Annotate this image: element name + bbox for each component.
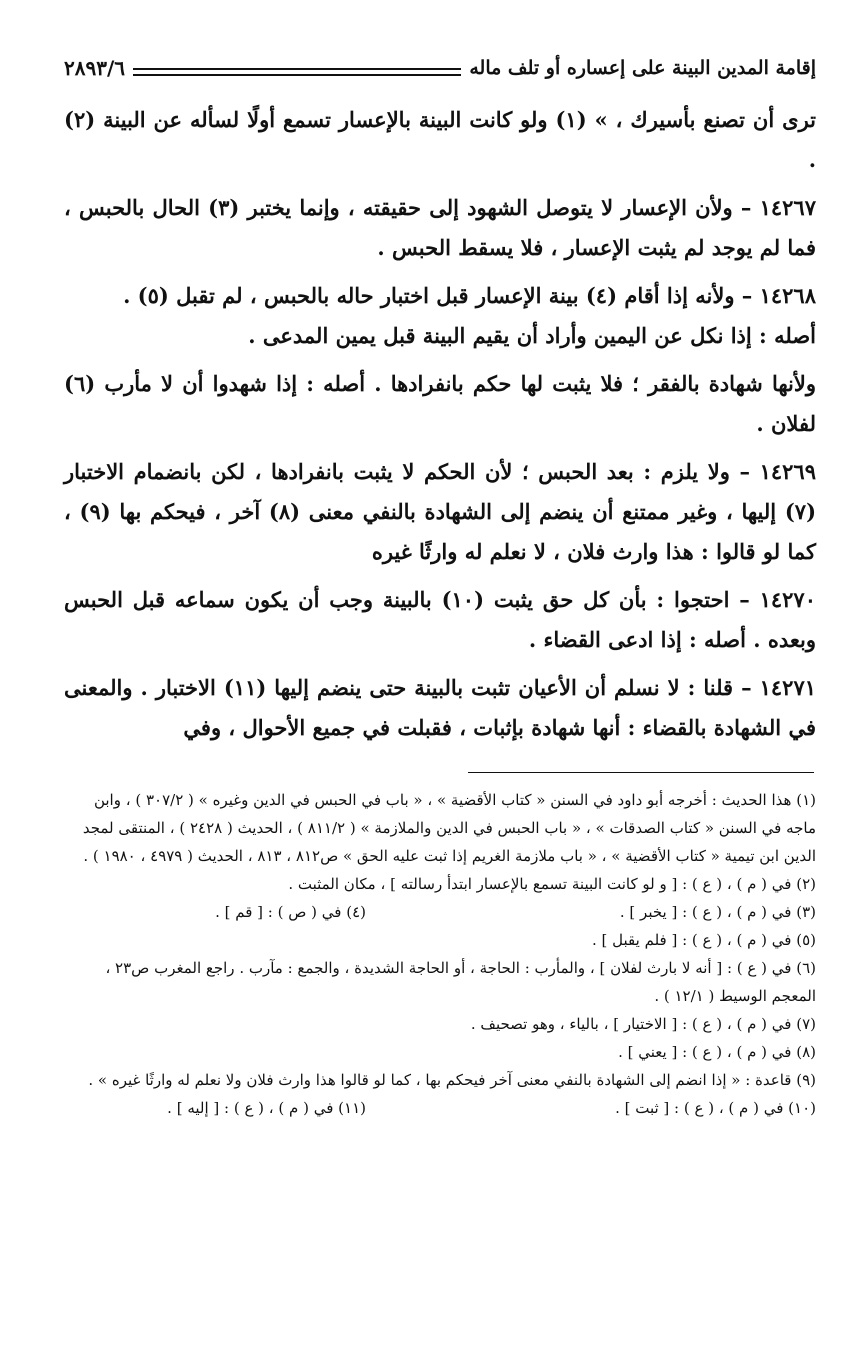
paragraph-14267: ١٤٢٦٧ – ولأن الإعسار لا يتوصل الشهود إلى حقيقته ، وإنما يختبر (٣) الحال بالحبس ، فما لم يوجد لم يثبت الإعسار ، فلا يسقط الحبس . xyxy=(64,195,816,260)
paragraph-14270: ١٤٢٧٠ – احتجوا : بأن كل حق يثبت (١٠) بالبينة وجب أن يكون سماعه قبل الحبس وبعده . أصله : إذا ادعى القضاء . xyxy=(64,587,816,652)
footnote-9: (٩) قاعدة : « إذا انضم إلى الشهادة بالنفي معنى آخر فيحكم بها ، كما لو قالوا هذا وارث فلان ولا نعلم له وارثًا غيره » . xyxy=(88,1071,816,1089)
footnote-5: (٥) في ( م ) ، ( ع ) : [ فلم يقبل ] . xyxy=(592,931,816,949)
footnote-1: (١) هذا الحديث : أخرجه أبو داود في السنن « كتاب الأقضية » ، « باب في الحبس في الدين وغيره » ( ٣٠٧/٢ ) ، وابن ماجه في السنن « كتاب الصدقات » ، « باب الحبس في الدين والملازمة » ( ٨١١/٢ ) ، الحديث ( ٢٤٢٨ ) ، المنتقى لمجد الدين ابن تيمية « كتاب الأقضية » ، « باب ملازمة الغريم إذا ثبت عليه الحق » ص٨١٢ ، ٨١٣ ، الحديث ( ٤٩٧٩ ، ١٩٨٠ ) . xyxy=(82,791,816,865)
footnotes xyxy=(64,786,816,1122)
footnote-6: (٦) في ( ع ) : [ أنه لا بارث لفلان ] ، والمأرب : الحاجة ، أو الحاجة الشديدة ، والجمع : مآرب . راجع المغرب ص٢٣ ، المعجم الوسيط ( ١٢/١ ) . xyxy=(105,959,816,1005)
footnote-row xyxy=(64,898,816,926)
running-title: إقامة المدين البينة على إعساره أو تلف ماله xyxy=(469,57,816,79)
paragraph: ترى أن تصنع بأسيرك ، » (١) ولو كانت البينة بالإعسار تسمع أولًا لسأله عن البينة (٢) . xyxy=(64,107,816,172)
paragraph-14269: ١٤٢٦٩ – ولا يلزم : بعد الحبس ؛ لأن الحكم لا يثبت بانفرادها ، لكن بانضمام الاختبار (٧) إليها ، وغير ممتنع أن ينضم إلى الشهادة بالنفي معنى (٨) آخر ، فيحكم بها (٩) ، كما لو قالوا : هذا وارث فلان ، لا نعلم له وارثًا غيره xyxy=(64,459,816,564)
paragraph-14268: ١٤٢٦٨ – ولأنه إذا أقام (٤) بينة الإعسار قبل اختبار حاله بالحبس ، لم تقبل (٥) . xyxy=(123,283,816,308)
paragraph: ولأنها شهادة بالفقر ؛ فلا يثبت لها حكم بانفرادها . أصله : إذا شهدوا أن لا مأرب (٦) لفلان . xyxy=(64,371,816,436)
footnote-8: (٨) في ( م ) ، ( ع ) : [ يعني ] . xyxy=(618,1043,816,1061)
footnote-2: (٢) في ( م ) ، ( ع ) : [ و لو كانت البينة تسمع بالإعسار ابتدأ رسالته ] ، مكان المثبت . xyxy=(288,875,816,893)
paragraph-14271: ١٤٢٧١ – قلنا : لا نسلم أن الأعيان تثبت بالبينة حتى ينضم إليها (١١) الاختبار . والمعنى في الشهادة بالقضاء : أنها شهادة بإثبات ، فقبلت في جميع الأحوال ، وفي xyxy=(64,675,817,740)
footnote-separator xyxy=(468,772,814,773)
header-rule xyxy=(133,68,461,76)
main-text xyxy=(64,100,816,756)
footnote-7: (٧) في ( م ) ، ( ع ) : [ الاختيار ] ، بالياء ، وهو تصحيف . xyxy=(470,1015,816,1033)
footnote-row xyxy=(64,1094,816,1122)
page-number: ٢٨٩٣/٦ xyxy=(64,56,126,80)
running-header xyxy=(64,50,816,86)
footnote-3: (٣) في ( م ) ، ( ع ) : [ يخبر ] . xyxy=(619,903,816,921)
footnote-10: (١٠) في ( م ) ، ( ع ) : [ ثبت ] . xyxy=(615,1099,816,1117)
footnote-4: (٤) في ( ص ) : [ قم ] . xyxy=(215,903,366,921)
paragraph: أصله : إذا نكل عن اليمين وأراد أن يقيم البينة قبل يمين المدعى . xyxy=(248,323,816,348)
footnote-11: (١١) في ( م ) ، ( ع ) : [ إليه ] . xyxy=(167,1099,366,1117)
